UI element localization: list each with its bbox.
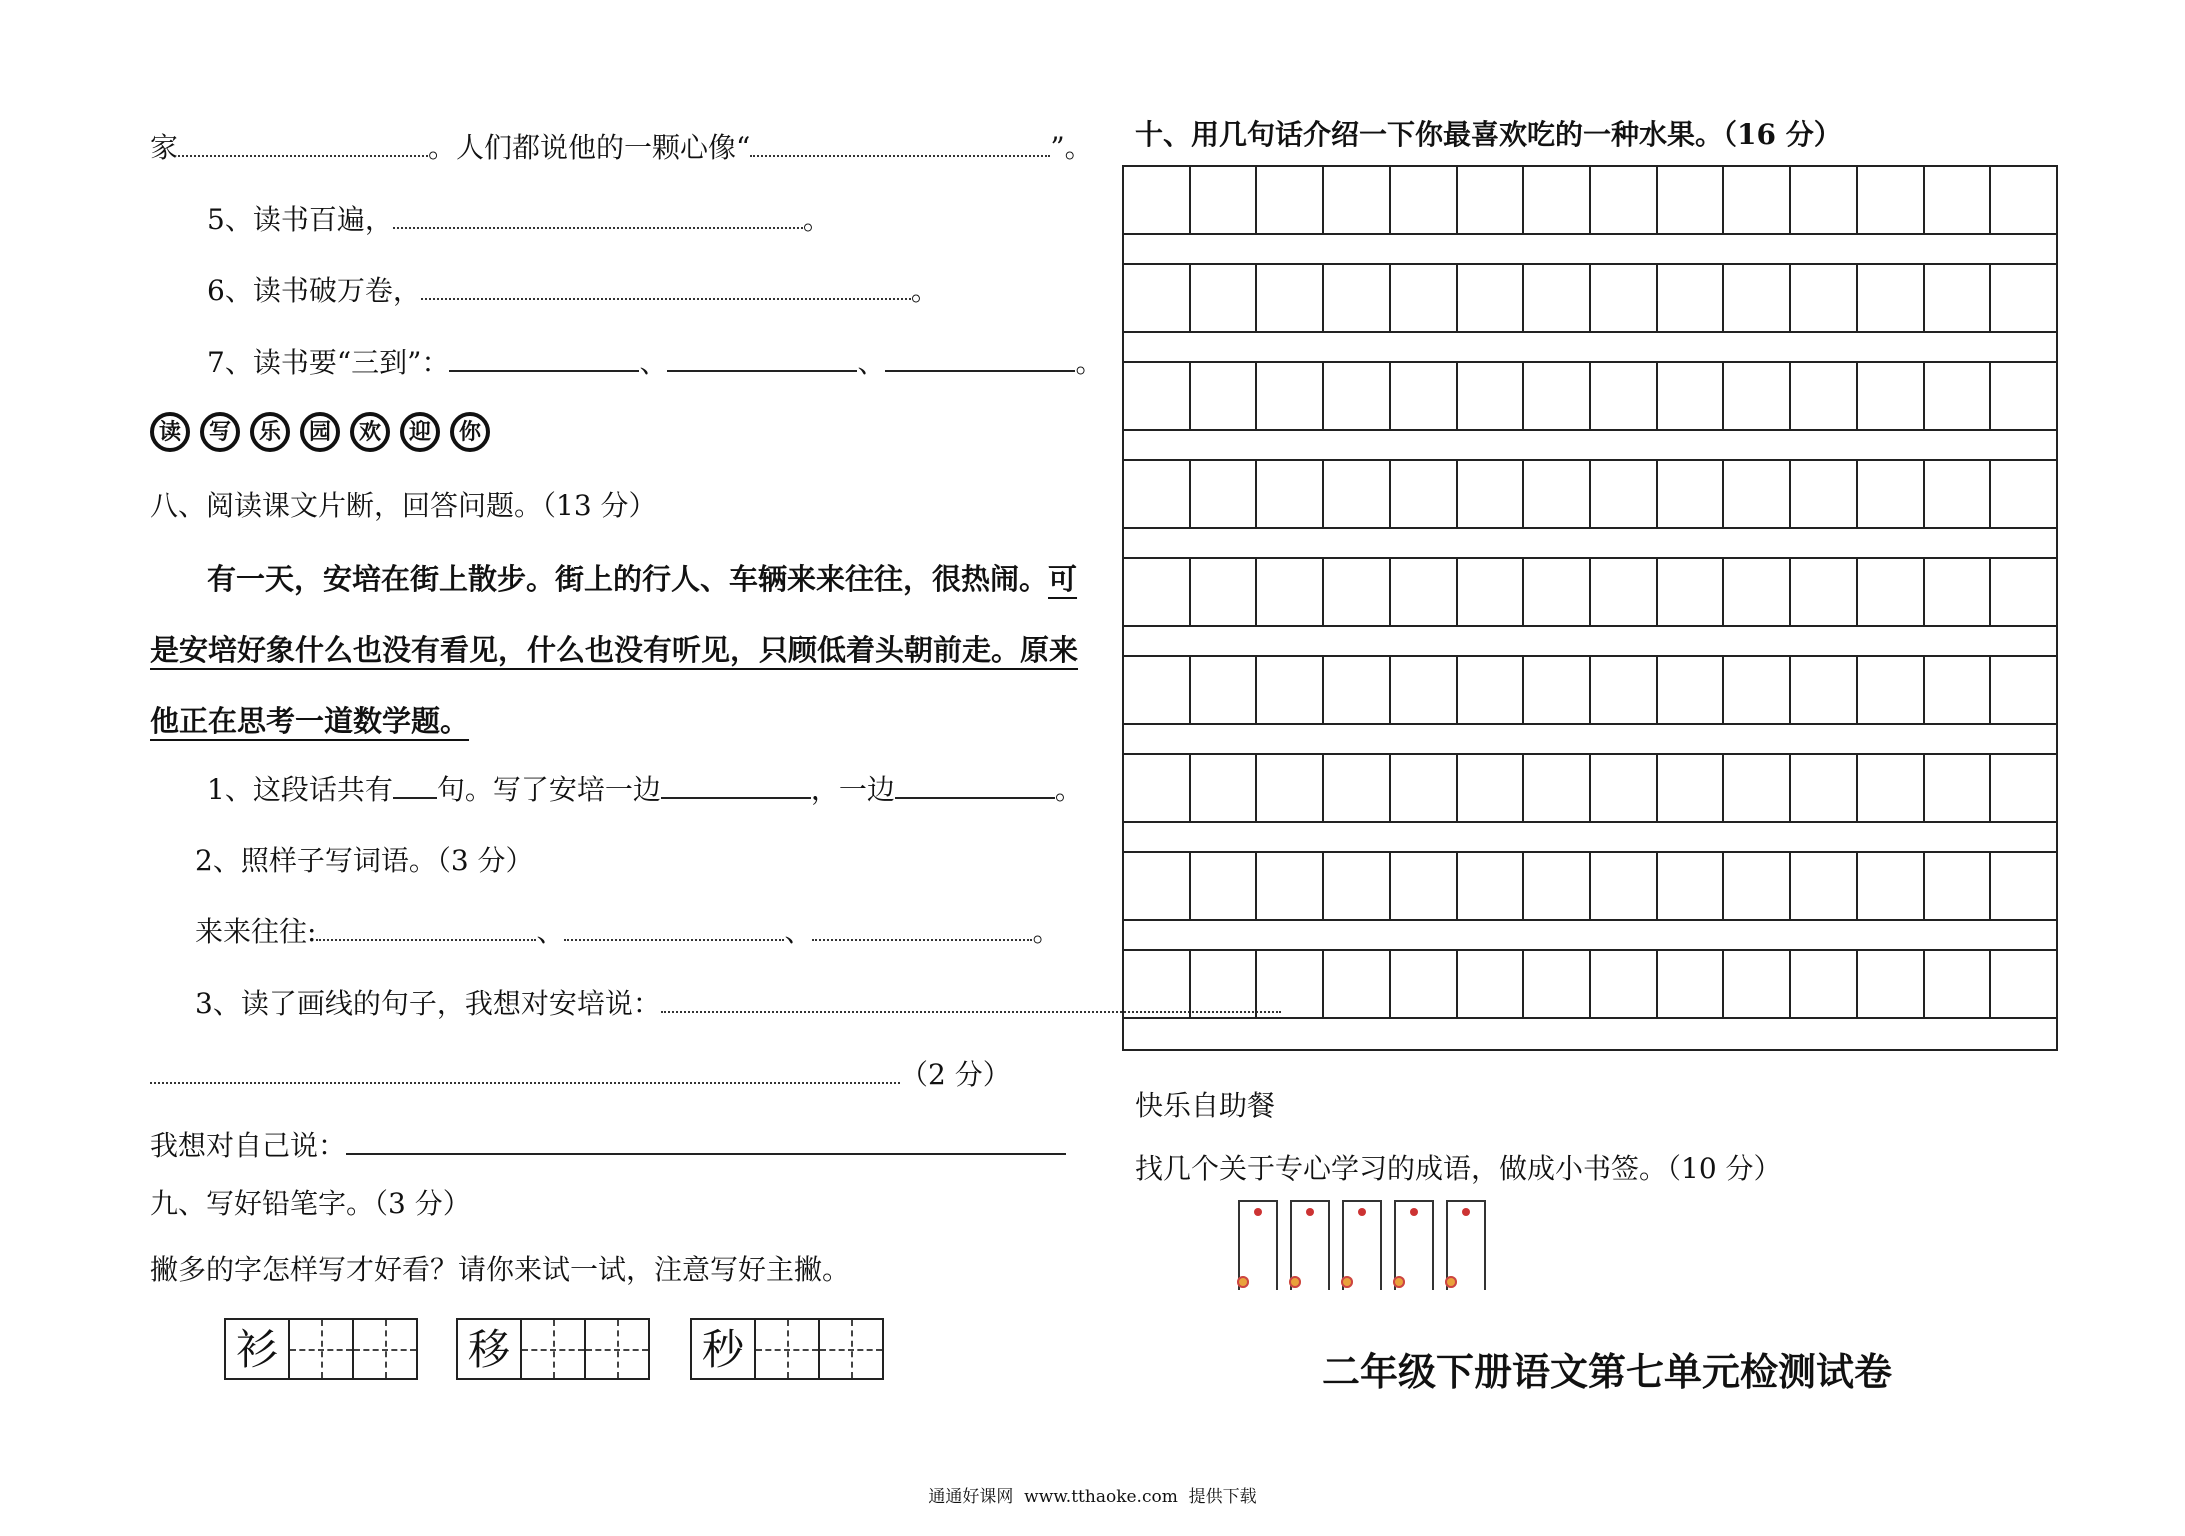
grid-cell[interactable] — [1124, 265, 1191, 333]
grid-cell[interactable] — [1391, 853, 1458, 921]
grid-cell[interactable] — [1391, 657, 1458, 725]
grid-cell[interactable] — [1658, 853, 1725, 921]
grid-cell[interactable] — [1925, 461, 1992, 529]
grid-cell[interactable] — [1658, 167, 1725, 235]
grid-cell[interactable] — [1991, 461, 2056, 529]
grid-cell[interactable] — [1324, 755, 1391, 823]
grid-cell[interactable] — [1257, 559, 1324, 627]
grid-cell[interactable] — [1458, 755, 1525, 823]
grid-cell[interactable] — [1191, 363, 1258, 431]
grid-cell[interactable] — [1791, 657, 1858, 725]
grid-cell[interactable] — [1724, 755, 1791, 823]
grid-cell[interactable] — [1791, 951, 1858, 1019]
blank-item7-b[interactable] — [667, 346, 857, 372]
blank-q3-self[interactable] — [346, 1129, 1066, 1155]
grid-cell[interactable] — [1458, 657, 1525, 725]
grid-cell[interactable] — [1524, 363, 1591, 431]
grid-cell[interactable] — [1591, 559, 1658, 627]
grid-cell[interactable] — [1124, 461, 1191, 529]
bookmark-dot-icon — [1462, 1208, 1470, 1216]
grid-cell[interactable] — [1391, 559, 1458, 627]
grid-cell[interactable] — [1591, 657, 1658, 725]
grid-cell[interactable] — [1724, 265, 1791, 333]
writing-grid[interactable] — [1122, 165, 2058, 1051]
grid-row — [1124, 461, 2056, 559]
grid-cell[interactable] — [1191, 461, 1258, 529]
badge-char: 欢 — [350, 412, 390, 452]
practice-boxes-3 — [692, 1318, 884, 1380]
grid-row — [1124, 559, 2056, 657]
blank-q2-a[interactable] — [316, 915, 536, 941]
grid-cell[interactable] — [1858, 461, 1925, 529]
badge-char: 写 — [200, 412, 240, 452]
question-2: 2、照样子写词语。（3 分） — [195, 844, 534, 877]
grid-row — [1124, 951, 2056, 1049]
item-7: 7、读书要“三到”： 、 、 。 — [207, 346, 1104, 379]
badge-char: 园 — [300, 412, 340, 452]
blank-q1-a[interactable] — [661, 773, 811, 799]
grid-cell[interactable] — [1991, 265, 2056, 333]
grid-cell[interactable] — [1124, 167, 1191, 235]
grid-cell[interactable] — [1925, 853, 1992, 921]
grid-cell[interactable] — [1191, 853, 1258, 921]
grid-spacer — [1124, 1019, 2056, 1049]
practice-cell[interactable] — [584, 1318, 650, 1380]
blank-item7-a[interactable] — [449, 346, 639, 372]
grid-cell[interactable] — [1791, 461, 1858, 529]
grid-cell[interactable] — [1858, 167, 1925, 235]
grid-cell[interactable] — [1391, 951, 1458, 1019]
grid-cell[interactable] — [1124, 657, 1191, 725]
grid-cell[interactable] — [1124, 363, 1191, 431]
question-3-self: 我想对自己说： — [150, 1128, 1066, 1164]
practice-cell[interactable] — [818, 1318, 884, 1380]
bookmark[interactable] — [1394, 1200, 1434, 1290]
blank-item7-c[interactable] — [885, 346, 1075, 372]
grid-cell[interactable] — [1658, 461, 1725, 529]
practice-cell[interactable] — [288, 1318, 354, 1380]
blank-q2-c[interactable] — [812, 915, 1032, 941]
blank-jia[interactable] — [178, 131, 428, 157]
grid-cell[interactable] — [1391, 755, 1458, 823]
grid-cell[interactable] — [1191, 657, 1258, 725]
grid-spacer — [1124, 333, 2056, 363]
grid-cell[interactable] — [1324, 951, 1391, 1019]
bookmark[interactable] — [1290, 1200, 1330, 1290]
grid-cell[interactable] — [1791, 167, 1858, 235]
grid-cell[interactable] — [1591, 363, 1658, 431]
grid-cell[interactable] — [1791, 853, 1858, 921]
blank-item5[interactable] — [393, 203, 803, 229]
badge-char: 读 — [150, 412, 190, 452]
grid-cell[interactable] — [1858, 265, 1925, 333]
badge-char: 迎 — [400, 412, 440, 452]
grid-cell[interactable] — [1591, 853, 1658, 921]
grid-cell[interactable] — [1458, 461, 1525, 529]
grid-cell[interactable] — [1724, 657, 1791, 725]
grid-cell[interactable] — [1191, 559, 1258, 627]
grid-cell[interactable] — [1124, 755, 1191, 823]
bookmark-dot-icon — [1410, 1208, 1418, 1216]
grid-cell[interactable] — [1524, 265, 1591, 333]
practice-cell[interactable] — [520, 1318, 586, 1380]
grid-cell[interactable] — [1591, 951, 1658, 1019]
question-2-line: 来来往往: 、 、 。 — [195, 915, 1061, 948]
grid-cell[interactable] — [1658, 265, 1725, 333]
flower-icon — [1237, 1276, 1249, 1288]
line-jia: 家 。人们都说他的一颗心像“ ”。 — [150, 131, 1093, 164]
blank-item6[interactable] — [421, 274, 911, 300]
grid-cell[interactable] — [1524, 167, 1591, 235]
grid-cell[interactable] — [1124, 853, 1191, 921]
grid-cell[interactable] — [1658, 657, 1725, 725]
flower-icon — [1341, 1276, 1353, 1288]
grid-cell[interactable] — [1324, 363, 1391, 431]
grid-cell[interactable] — [1324, 559, 1391, 627]
grid-spacer — [1124, 627, 2056, 657]
blank-q1-b[interactable] — [895, 773, 1055, 799]
grid-cell[interactable] — [1324, 657, 1391, 725]
item-6: 6、读书破万卷， 。 — [207, 274, 939, 307]
grid-cell[interactable] — [1257, 363, 1324, 431]
grid-cell[interactable] — [1191, 951, 1258, 1019]
grid-cell[interactable] — [1991, 363, 2056, 431]
grid-cell[interactable] — [1724, 951, 1791, 1019]
grid-cell[interactable] — [1991, 853, 2056, 921]
grid-cell[interactable] — [1524, 853, 1591, 921]
grid-cell[interactable] — [1724, 853, 1791, 921]
grid-cell[interactable] — [1591, 755, 1658, 823]
grid-cell[interactable] — [1257, 461, 1324, 529]
grid-cell[interactable] — [1257, 167, 1324, 235]
grid-row — [1124, 755, 2056, 853]
grid-cell[interactable] — [1925, 167, 1992, 235]
practice-boxes-2 — [458, 1318, 650, 1380]
grid-cell[interactable] — [1791, 559, 1858, 627]
grid-cell[interactable] — [1925, 951, 1992, 1019]
grid-row — [1124, 363, 2056, 461]
flower-icon — [1393, 1276, 1405, 1288]
grid-cell[interactable] — [1791, 363, 1858, 431]
grid-cell[interactable] — [1858, 559, 1925, 627]
grid-cell[interactable] — [1458, 265, 1525, 333]
grid-cell[interactable] — [1925, 265, 1992, 333]
grid-cell[interactable] — [1724, 559, 1791, 627]
grid-cell[interactable] — [1324, 167, 1391, 235]
grid-cell[interactable] — [1324, 265, 1391, 333]
grid-cell[interactable] — [1791, 755, 1858, 823]
grid-cell[interactable] — [1591, 265, 1658, 333]
grid-cell[interactable] — [1324, 853, 1391, 921]
grid-cell[interactable] — [1524, 559, 1591, 627]
exam-title: 二年级下册语文第七单元检测试卷 — [1322, 1349, 1893, 1394]
grid-spacer — [1124, 235, 2056, 265]
grid-cell[interactable] — [1458, 559, 1525, 627]
grid-cell[interactable] — [1658, 559, 1725, 627]
grid-cell[interactable] — [1991, 755, 2056, 823]
grid-cell[interactable] — [1391, 363, 1458, 431]
grid-row — [1124, 167, 2056, 265]
flower-icon — [1289, 1276, 1301, 1288]
grid-cell[interactable] — [1858, 657, 1925, 725]
grid-cell[interactable] — [1391, 461, 1458, 529]
grid-spacer — [1124, 921, 2056, 951]
badge-char: 乐 — [250, 412, 290, 452]
grid-cell[interactable] — [1991, 559, 2056, 627]
grid-cell[interactable] — [1458, 853, 1525, 921]
grid-spacer — [1124, 431, 2056, 461]
practice-cell[interactable] — [754, 1318, 820, 1380]
grid-cell[interactable] — [1724, 363, 1791, 431]
grid-cell[interactable] — [1658, 951, 1725, 1019]
question-3: 3、读了画线的句子，我想对安培说： — [195, 986, 1281, 1022]
practice-cell-char: 秒 — [690, 1318, 756, 1380]
grid-cell[interactable] — [1858, 755, 1925, 823]
grid-cell[interactable] — [1458, 167, 1525, 235]
grid-cell[interactable] — [1925, 363, 1992, 431]
grid-cell[interactable] — [1257, 755, 1324, 823]
practice-cell-char: 移 — [456, 1318, 522, 1380]
practice-cell[interactable] — [352, 1318, 418, 1380]
bookmark[interactable] — [1342, 1200, 1382, 1290]
grid-cell[interactable] — [1925, 755, 1992, 823]
passage-line-2: 是安培好象什么也没有看见，什么也没有听见，只顾低着头朝前走。原来 — [150, 633, 1079, 667]
passage-line-3: 他正在思考一道数学题。 — [150, 704, 470, 738]
bookmark-dot-icon — [1254, 1208, 1262, 1216]
blank-q3-b[interactable] — [150, 1058, 900, 1084]
grid-cell[interactable] — [1524, 657, 1591, 725]
grid-cell[interactable] — [1658, 755, 1725, 823]
grid-cell[interactable] — [1124, 559, 1191, 627]
grid-cell[interactable] — [1257, 951, 1324, 1019]
grid-cell[interactable] — [1991, 951, 2056, 1019]
badge-row — [150, 412, 490, 452]
buffet-desc: 找几个关于专心学习的成语，做成小书签。（10 分） — [1135, 1152, 1782, 1185]
grid-cell[interactable] — [1458, 951, 1525, 1019]
grid-cell[interactable] — [1524, 755, 1591, 823]
grid-cell[interactable] — [1257, 853, 1324, 921]
grid-cell[interactable] — [1925, 657, 1992, 725]
bookmark[interactable] — [1446, 1200, 1486, 1290]
grid-cell[interactable] — [1524, 461, 1591, 529]
grid-cell[interactable] — [1191, 755, 1258, 823]
section-8-title: 八、阅读课文片断，回答问题。（13 分） — [150, 489, 657, 522]
item-5: 5、读书百遍， 。 — [207, 203, 831, 236]
grid-cell[interactable] — [1124, 951, 1191, 1019]
grid-cell[interactable] — [1991, 167, 2056, 235]
buffet-title: 快乐自助餐 — [1135, 1089, 1276, 1122]
grid-cell[interactable] — [1791, 265, 1858, 333]
grid-spacer — [1124, 823, 2056, 853]
blank-q1-count[interactable] — [393, 773, 437, 799]
grid-row — [1124, 853, 2056, 951]
grid-cell[interactable] — [1858, 951, 1925, 1019]
bookmark[interactable] — [1238, 1200, 1278, 1290]
question-1: 1、这段话共有 句。写了安培一边 ，一边 。 — [207, 773, 1083, 806]
passage-line-1: 有一天，安培在街上散步。街上的行人、车辆来来往往，很热闹。可 — [207, 562, 1078, 596]
bookmark-dot-icon — [1358, 1208, 1366, 1216]
grid-spacer — [1124, 529, 2056, 559]
grid-cell[interactable] — [1858, 853, 1925, 921]
question-3-line-2: （2 分） — [150, 1057, 1011, 1093]
grid-cell[interactable] — [1391, 167, 1458, 235]
grid-spacer — [1124, 725, 2056, 755]
badge-char: 你 — [450, 412, 490, 452]
section-9-title: 九、写好铅笔字。（3 分） — [150, 1187, 471, 1220]
section-9-desc: 撇多的字怎样写才好看？请你来试一试，注意写好主撇。 — [150, 1253, 851, 1286]
grid-cell[interactable] — [1391, 265, 1458, 333]
grid-row — [1124, 657, 2056, 755]
bookmark-dot-icon — [1306, 1208, 1314, 1216]
footer: 通通好课网 www.tthaoke.com 提供下载 — [928, 1487, 1257, 1507]
grid-cell[interactable] — [1858, 363, 1925, 431]
grid-cell[interactable] — [1724, 461, 1791, 529]
grid-cell[interactable] — [1658, 363, 1725, 431]
grid-cell[interactable] — [1191, 265, 1258, 333]
grid-cell[interactable] — [1991, 657, 2056, 725]
grid-cell[interactable] — [1257, 657, 1324, 725]
section-10-title: 十、用几句话介绍一下你最喜欢吃的一种水果。（16 分） — [1135, 118, 1842, 151]
grid-cell[interactable] — [1324, 461, 1391, 529]
practice-boxes-1 — [226, 1318, 418, 1380]
grid-cell[interactable] — [1724, 167, 1791, 235]
blank-heart[interactable] — [750, 131, 1050, 157]
flower-icon — [1445, 1276, 1457, 1288]
blank-q2-b[interactable] — [564, 915, 784, 941]
grid-cell[interactable] — [1591, 167, 1658, 235]
grid-cell[interactable] — [1591, 461, 1658, 529]
grid-row — [1124, 265, 2056, 363]
grid-cell[interactable] — [1524, 951, 1591, 1019]
grid-cell[interactable] — [1925, 559, 1992, 627]
grid-cell[interactable] — [1458, 363, 1525, 431]
grid-cell[interactable] — [1257, 265, 1324, 333]
practice-cell-char: 衫 — [224, 1318, 290, 1380]
grid-cell[interactable] — [1191, 167, 1258, 235]
